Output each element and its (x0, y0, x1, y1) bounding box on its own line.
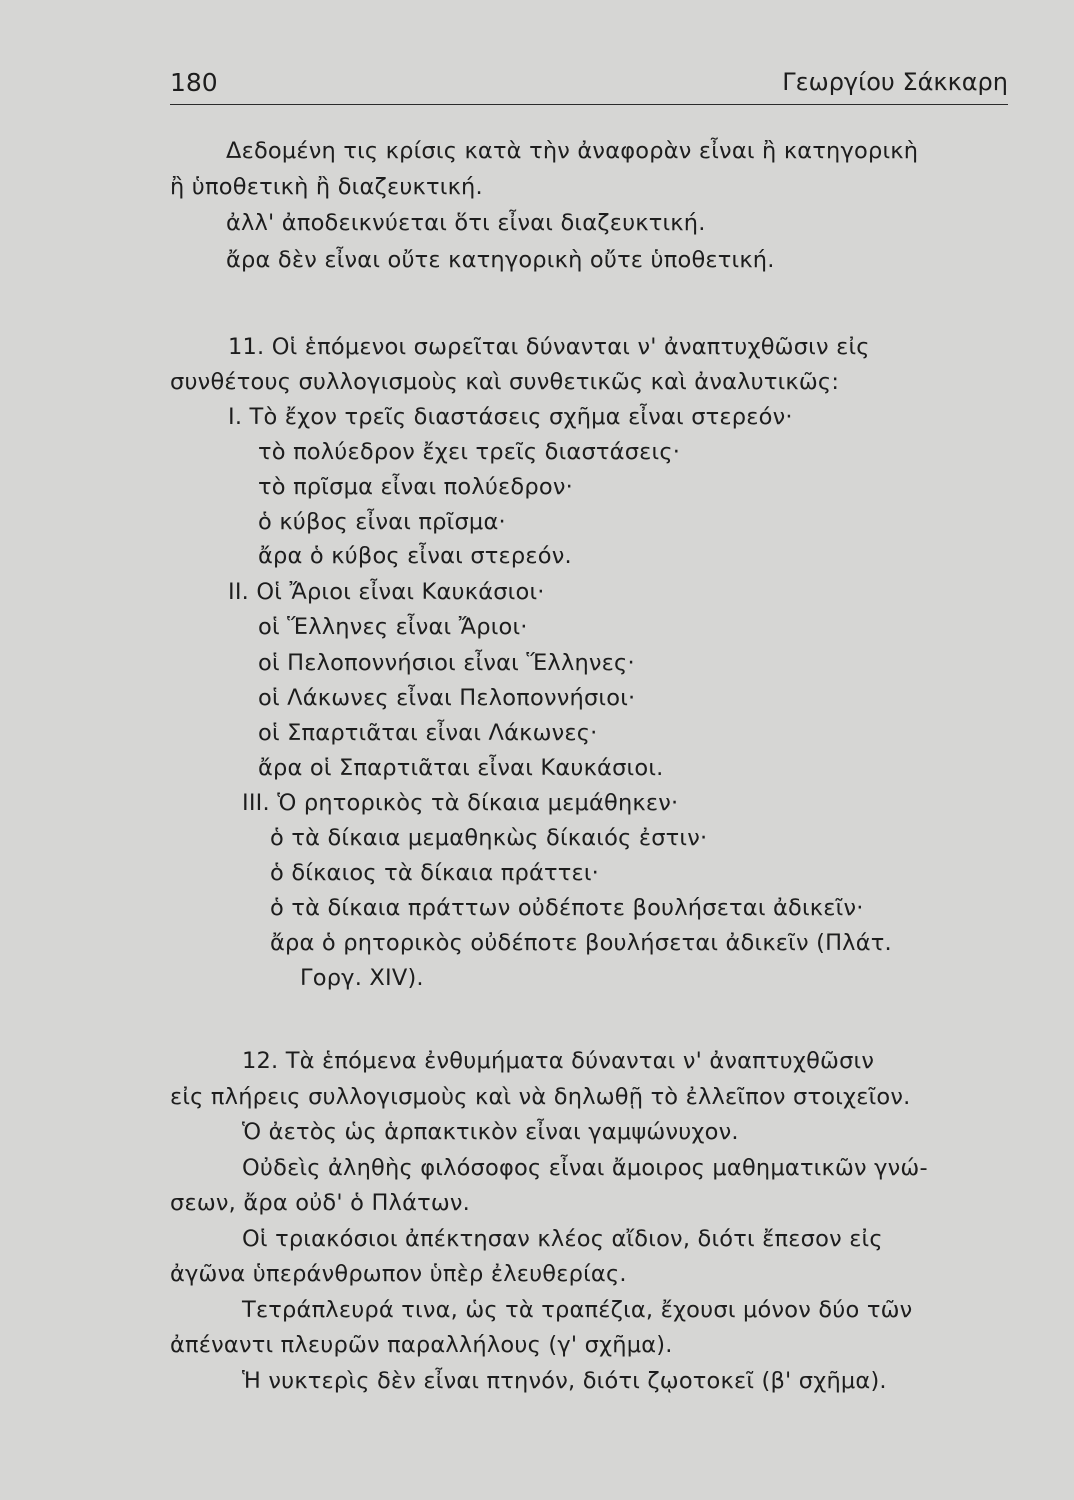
text-line: Οὐδεὶς ἀληθὴς φιλόσοφος εἶναι ἄμοιρος μαθηματικῶν γνώ- (242, 1155, 928, 1181)
text-line: Οἱ τριακόσιοι ἀπέκτησαν κλέος αἴδιον, διότι ἔπεσον εἰς (242, 1226, 883, 1252)
text-line: ὁ τὰ δίκαια πράττων οὐδέποτε βουλήσεται ἀδικεῖν· (270, 895, 864, 921)
text-line: III. Ὁ ρητορικὸς τὰ δίκαια μεμάθηκεν· (242, 790, 679, 816)
text-line: συνθέτους συλλογισμοὺς καὶ συνθετικῶς καὶ ἀναλυτικῶς: (170, 369, 840, 395)
page-header (170, 68, 1008, 108)
text-line: ἄρα ὁ ρητορικὸς οὐδέποτε βουλήσεται ἀδικεῖν (Πλάτ. (270, 930, 892, 956)
text-line: ἄρα οἱ Σπαρτιᾶται εἶναι Καυκάσιοι. (258, 755, 664, 781)
text-line: ὁ δίκαιος τὰ δίκαια πράττει· (270, 860, 600, 886)
text-line: Ὁ ἀετὸς ὡς ἁρπακτικὸν εἶναι γαμψώνυχον. (242, 1119, 739, 1145)
text-line: ἄρα δὲν εἶναι οὔτε κατηγορικὴ οὔτε ὑποθετική. (226, 247, 775, 273)
page-number: 180 (170, 68, 218, 97)
text-line: ἀπέναντι πλευρῶν παραλλήλους (γ' σχῆμα). (170, 1332, 673, 1358)
text-line: εἰς πλήρεις συλλογισμοὺς καὶ νὰ δηλωθῇ τὸ ἐλλεῖπον στοιχεῖον. (170, 1084, 911, 1110)
text-line: ἄρα ὁ κύβος εἶναι στερεόν. (258, 543, 572, 569)
text-line: Τετράπλευρά τινα, ὡς τὰ τραπέζια, ἔχουσι μόνον δύο τῶν (242, 1297, 913, 1323)
text-line: οἱ Λάκωνες εἶναι Πελοποννήσιοι· (258, 685, 636, 711)
text-line: ὁ τὰ δίκαια μεμαθηκὼς δίκαιός ἐστιν· (270, 825, 708, 851)
text-line: ἀγῶνα ὑπεράνθρωπον ὑπὲρ ἐλευθερίας. (170, 1261, 627, 1287)
text-line: ὁ κύβος εἶναι πρῖσμα· (258, 509, 506, 535)
text-line: Γοργ. XIV). (300, 965, 424, 991)
text-line: ἢ ὑποθετικὴ ἢ διαζευκτική. (170, 174, 483, 200)
text-line: οἱ Ἕλληνες εἶναι Ἄριοι· (258, 614, 528, 640)
text-line: II. Οἱ Ἄριοι εἶναι Καυκάσιοι· (228, 579, 545, 605)
header-rule (170, 104, 1008, 105)
text-line: οἱ Σπαρτιᾶται εἶναι Λάκωνες· (258, 720, 598, 746)
text-line: οἱ Πελοποννήσιοι εἶναι Ἕλληνες· (258, 650, 635, 676)
text-line: 11. Οἱ ἑπόμενοι σωρεῖται δύνανται ν' ἀναπτυχθῶσιν εἰς (228, 334, 870, 360)
text-line: I. Τὸ ἔχον τρεῖς διαστάσεις σχῆμα εἶναι στερεόν· (228, 404, 793, 430)
text-line: τὸ πρῖσμα εἶναι πολύεδρον· (258, 474, 573, 500)
text-line: 12. Τὰ ἑπόμενα ἐνθυμήματα δύνανται ν' ἀναπτυχθῶσιν (242, 1048, 875, 1074)
text-line: ἀλλ' ἀποδεικνύεται ὅτι εἶναι διαζευκτική. (226, 210, 706, 236)
text-line: σεων, ἄρα οὐδ' ὁ Πλάτων. (170, 1190, 471, 1216)
text-line: Δεδομένη τις κρίσις κατὰ τὴν ἀναφορὰν εἶναι ἢ κατηγορικὴ (226, 138, 919, 164)
text-line: τὸ πολύεδρον ἔχει τρεῖς διαστάσεις· (258, 439, 681, 465)
text-line: Ἡ νυκτερὶς δὲν εἶναι πτηνόν, διότι ζῳοτοκεῖ (β' σχῆμα). (242, 1368, 887, 1394)
running-head: Γεωργίου Σάκκαρη (782, 68, 1008, 96)
